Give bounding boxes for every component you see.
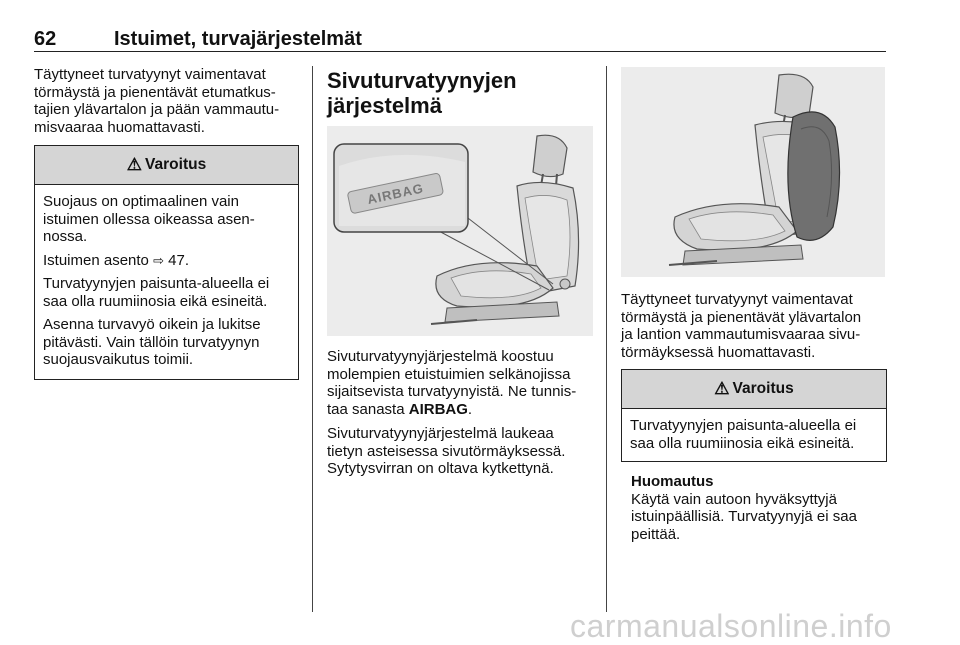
airbag-label: AIRBAG [365,180,426,208]
system-description: Sivuturvatyynyjärjestelmä koostuu molempien etuistuimien selkänojissa sijaitsevista turvatyynyistä. Ne tunnis- taa sanasta AIRBAG. [327,348,577,418]
intro-paragraph: Täyttyneet turvatyynyt vaimentavat törmäystä ja pienentävät etumatkus- tajien ylävartalon ja pään vammautu- misvaaraa huomattavasti. [34,66,280,136]
warning-text: Asenna turvavyö oikein ja lukitse pitävästi. Vain tällöin turvatyynyn suojausvaikutus toimii. [43,316,261,368]
warning-box-1 [34,145,299,380]
seat-airbag-label-illustration [327,126,593,336]
warning-triangle-icon: ⚠ [714,379,730,398]
header-rule [34,51,886,52]
warning-box-2 [621,369,887,462]
warning-triangle-icon: ⚠ [126,155,143,174]
page-number: 62 [34,28,57,50]
deployed-side-airbag-illustration [621,67,885,277]
deployment-paragraph: Sivuturvatyynyjärjestelmä laukeaa tietyn asteisessa sivutörmäyksessä. Sytytysvirran on oltava kytkettynä. [327,425,566,477]
column-divider-1 [312,66,313,612]
note-block: Huomautus Käytä vain autoon hyväksyttyjä istuinpäällisiä. Turvatyynyjä ei saa peittää. [631,473,885,543]
watermark: carmanualsonline.info [570,608,892,644]
airbag-effect-paragraph: Täyttyneet turvatyynyt vaimentavat törmäystä ja pienentävät ylävartalon ja lantion vammautumisvaaraa sivu- törmäyksessä huomattavasti. [621,291,862,361]
warning-body [35,185,298,381]
section-heading: Sivuturvatyynyjen järjestelmä [327,68,517,118]
warning-text: Turvatyynyjen paisunta-alueella ei saa olla ruumiinosia eikä esineitä. [43,275,270,310]
warning-header: ⚠ Varoitus [35,146,298,185]
airbag-keyword: AIRBAG [408,400,468,418]
seat-position-reference: Istuimen asento ⇨ 47. [43,251,189,269]
warning-header: ⚠ Varoitus [622,370,886,409]
page-title: Istuimet, turvajärjestelmät [114,28,362,50]
note-title: Huomautus [631,473,714,490]
arrow-ref-icon[interactable]: ⇨ [153,252,164,268]
warning-text: Turvatyynyjen paisunta-alueella ei saa olla ruumiinosia eikä esineitä. [630,417,857,452]
column-divider-2 [606,66,607,612]
warning-text: Suojaus on optimaalinen vain istuimen ollessa oikeassa asen- nossa. [43,193,255,245]
warning-body [622,409,886,464]
